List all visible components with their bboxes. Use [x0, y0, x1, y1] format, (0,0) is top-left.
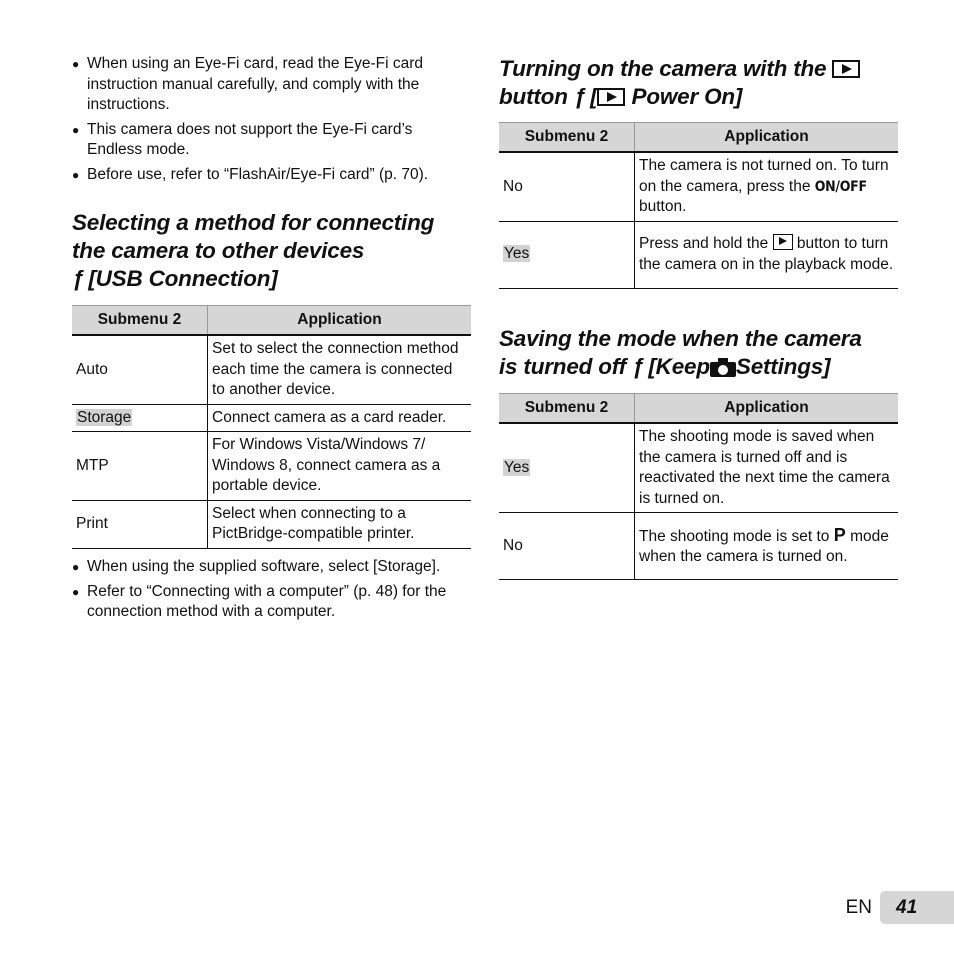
intro-bullets — [72, 54, 471, 189]
default-setting-highlight: Storage — [77, 408, 132, 426]
table-row: Print Select when connecting to a PictBridge-compatible printer. — [72, 500, 471, 548]
list-item: ● When using the supplied software, select [Storage]. — [72, 558, 441, 575]
keep-section-title: Saving the mode when the camera is turned off ƒ [Keep Settings] — [499, 326, 862, 379]
usb-section-title: Selecting a method for connecting the camera to other devices ƒ [USB Connection] — [72, 210, 435, 291]
power-table — [499, 122, 898, 289]
table-row: Yes The shooting mode is saved when the camera is turned off and is reactivated the next time the camera is turned on. — [499, 423, 898, 513]
usb-table — [72, 305, 471, 549]
table-header: Application — [635, 394, 899, 424]
playback-icon — [773, 234, 793, 250]
language-label: EN — [845, 896, 872, 918]
power-section-title: Turning on the camera with the button ƒ [ Power On] — [499, 55, 909, 111]
table-header: Application — [208, 306, 472, 336]
default-setting-highlight: Yes — [504, 245, 530, 263]
list-item: ● When using an Eye-Fi card, read the Eye-Fi card instruction manual carefully, and comply with the instructions. — [72, 55, 423, 113]
table-header: Submenu 2 — [72, 306, 208, 336]
on-off-button-label: ON/OFF — [814, 178, 867, 195]
wrench-icon: ƒ — [72, 266, 85, 291]
page-number: 41 — [880, 891, 954, 924]
table-header: Application — [635, 123, 899, 153]
table-row: Yes Press and hold the button to turn the camera on in the playback mode. — [499, 221, 898, 288]
keep-table — [499, 393, 898, 580]
wrench-icon: ƒ — [632, 354, 645, 379]
playback-icon — [832, 60, 860, 78]
table-row: No The camera is not turned on. To turn on the camera, press the ON/OFF button. — [499, 152, 898, 221]
list-item: ● This camera does not support the Eye-Fi card’s Endless mode. — [72, 120, 413, 158]
table-header: Submenu 2 — [499, 123, 635, 153]
table-row: MTP For Windows Vista/Windows 7/ Windows 8, connect camera as a portable device. — [72, 432, 471, 501]
list-item: ● Refer to “Connecting with a computer” (p. 48) for the connection method with a computer. — [72, 582, 447, 620]
default-setting-highlight: Yes — [504, 458, 530, 476]
playback-icon — [597, 88, 625, 106]
page-footer — [846, 891, 954, 924]
table-row: Auto Set to select the connection method each time the camera is connected to another device. — [72, 335, 471, 404]
table-row: Storage Connect camera as a card reader. — [72, 404, 471, 432]
list-item: ● Before use, refer to “FlashAir/Eye-Fi card” (p. 70). — [72, 165, 429, 183]
camera-icon — [710, 357, 736, 377]
table-row: No The shooting mode is set to P mode when the camera is turned on. — [499, 513, 898, 580]
p-mode-icon: P — [833, 524, 846, 545]
table-header: Submenu 2 — [499, 394, 635, 424]
wrench-icon: ƒ — [573, 84, 587, 109]
usb-notes — [72, 557, 471, 627]
